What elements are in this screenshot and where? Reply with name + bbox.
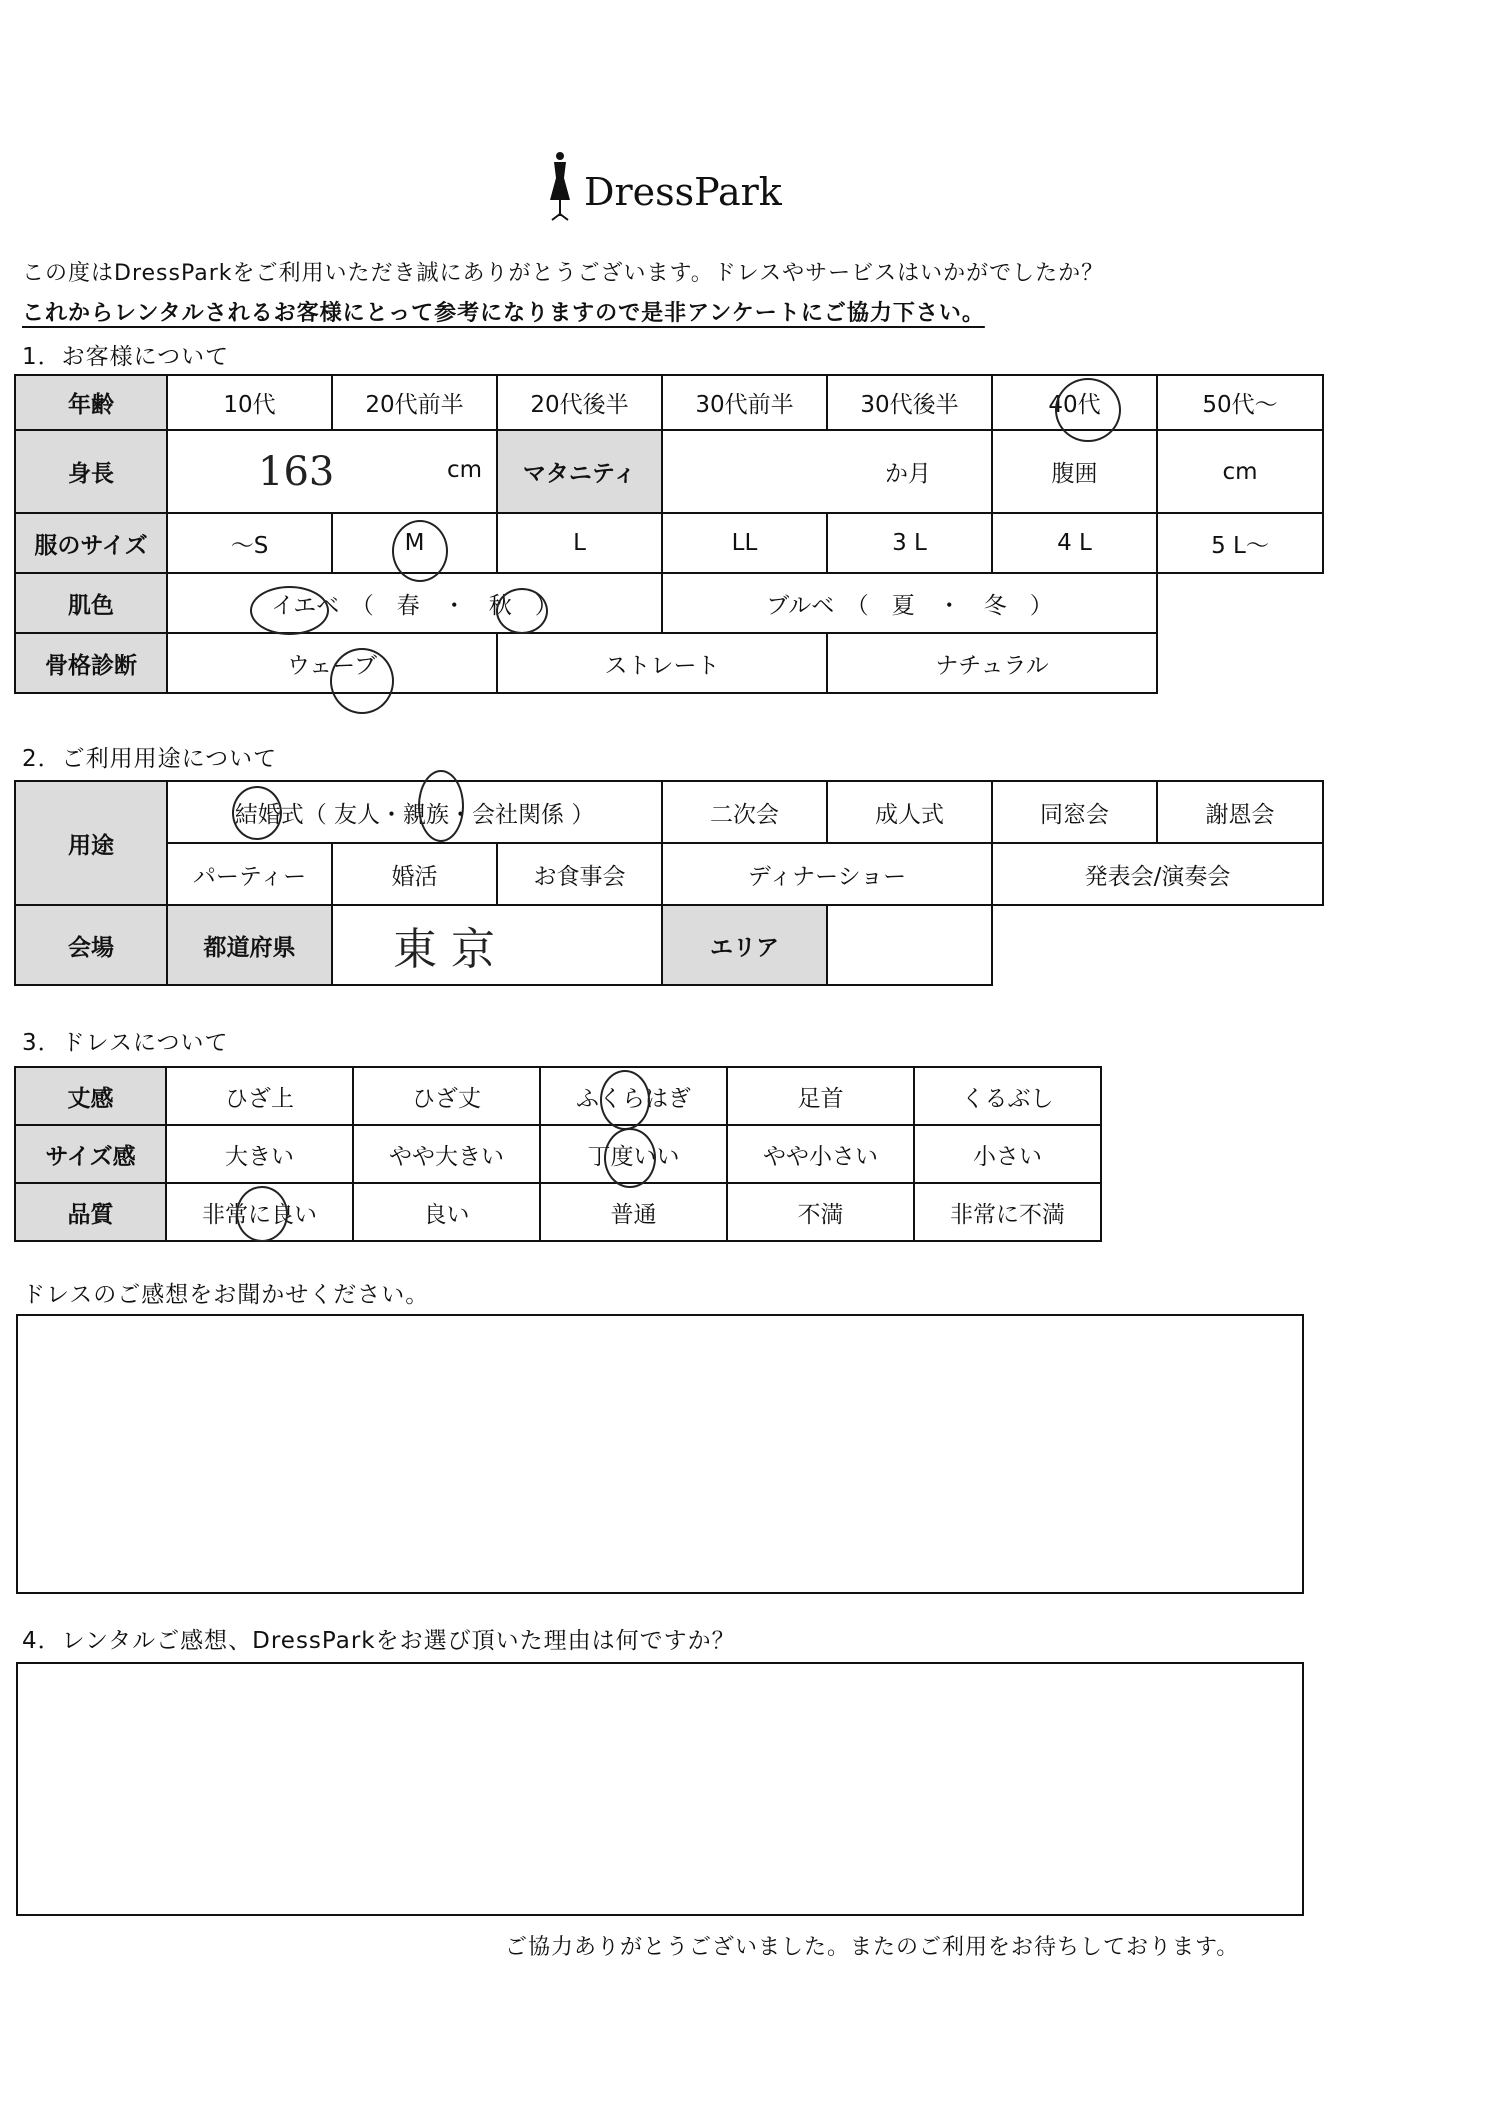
prefecture-label: 都道府県 [167, 905, 332, 985]
dress-row-label: 品質 [15, 1183, 166, 1241]
section2-title: 2．ご利用用途について [22, 746, 278, 772]
dress-row-quality [15, 1183, 1101, 1241]
dress-option[interactable]: 不満 [727, 1183, 914, 1241]
size-label: 服のサイズ [15, 513, 167, 573]
dress-row-label: 丈感 [15, 1067, 166, 1125]
waist-unit[interactable]: cm [1157, 430, 1323, 513]
frame-row [15, 633, 1323, 693]
dress-row-length [15, 1067, 1101, 1125]
dress-option-selected[interactable]: 非常に良い [166, 1183, 353, 1241]
brand-name: DressPark [584, 170, 782, 214]
dress-mannequin-icon [540, 150, 580, 230]
skin-blue-option[interactable]: ブルベ （ 夏 ・ 冬 ） [662, 573, 1157, 633]
height-value: 163 [258, 449, 335, 495]
height-field[interactable] [167, 430, 497, 513]
area-label: エリア [662, 905, 827, 985]
customer-table [14, 374, 1324, 694]
size-option[interactable]: L [497, 513, 662, 573]
skin-yellow-option[interactable]: イエベ （ 春 ・ 秋 ） [167, 573, 662, 633]
dress-option[interactable]: 非常に不満 [914, 1183, 1101, 1241]
prefecture-field[interactable] [332, 905, 662, 985]
quality-selection-mark [236, 1186, 288, 1242]
age-selection-mark [1055, 378, 1121, 442]
dress-table [14, 1066, 1102, 1242]
impression-textarea[interactable] [16, 1314, 1304, 1594]
size-option-selected[interactable]: M [332, 513, 497, 573]
closing-message: ご協力ありがとうございました。またのご利用をお待ちしております。 [505, 1935, 1240, 1960]
skin-row [15, 573, 1323, 633]
age-option[interactable]: 20代後半 [497, 375, 662, 430]
age-option[interactable]: 30代後半 [827, 375, 992, 430]
skin-yellow-mark [250, 586, 329, 635]
size-selection-mark [392, 520, 448, 582]
section3-title: 3．ドレスについて [22, 1030, 229, 1056]
fit-selection-mark [604, 1128, 656, 1188]
area-field[interactable] [827, 905, 992, 985]
reason-textarea[interactable] [16, 1662, 1304, 1916]
venue-row [15, 905, 1323, 985]
dress-option-selected[interactable]: ふくらはぎ [540, 1067, 727, 1125]
age-option[interactable]: 50代～ [1157, 375, 1323, 430]
age-label: 年齢 [15, 375, 167, 430]
size-option[interactable]: ～S [167, 513, 332, 573]
prefecture-value: 東京 [393, 924, 509, 975]
purpose-wedding-mark [232, 786, 282, 840]
age-option[interactable]: 30代前半 [662, 375, 827, 430]
purpose-option[interactable]: ディナーショー [662, 843, 992, 905]
height-row [15, 430, 1323, 513]
purpose-option[interactable]: お食事会 [497, 843, 662, 905]
dress-option-selected[interactable]: 丁度いい [540, 1125, 727, 1183]
skin-autumn-mark [496, 588, 548, 634]
height-unit: cm [446, 457, 482, 483]
age-option[interactable]: 20代前半 [332, 375, 497, 430]
intro-line-2: これからレンタルされるお客様にとって参考になりますので是非アンケートにご協力下さい。 [22, 301, 985, 326]
age-option[interactable]: 10代 [167, 375, 332, 430]
section1-title: 1．お客様について [22, 344, 230, 370]
purpose-label: 用途 [15, 781, 167, 905]
waist-label: 腹囲 [992, 430, 1157, 513]
skin-label: 肌色 [15, 573, 167, 633]
intro-line-1: この度はDressParkをご利用いただき誠にありがとうございます。ドレスやサービスはいかがでしたか？ [22, 261, 1105, 286]
frame-option-selected[interactable]: ウェーブ [167, 633, 497, 693]
purpose-option[interactable]: パーティー [167, 843, 332, 905]
dress-row-fit [15, 1125, 1101, 1183]
dress-option[interactable]: 良い [353, 1183, 540, 1241]
purpose-row-2 [15, 843, 1323, 905]
size-row [15, 513, 1323, 573]
usage-table [14, 780, 1324, 986]
dress-option[interactable]: くるぶし [914, 1067, 1101, 1125]
purpose-option[interactable]: 二次会 [662, 781, 827, 843]
maternity-label: マタニティ [497, 430, 662, 513]
dress-option[interactable]: やや大きい [353, 1125, 540, 1183]
maternity-months[interactable]: か月 [662, 430, 992, 513]
dress-option[interactable]: 大きい [166, 1125, 353, 1183]
frame-option[interactable]: ストレート [497, 633, 827, 693]
age-option-selected[interactable]: 40代 [992, 375, 1157, 430]
purpose-wedding-option[interactable]: 結婚式（ 友人・親族・会社関係 ） [167, 781, 662, 843]
size-option[interactable]: 5 L～ [1157, 513, 1323, 573]
purpose-row-1 [15, 781, 1323, 843]
purpose-option[interactable]: 謝恩会 [1157, 781, 1323, 843]
purpose-relatives-mark [418, 770, 464, 842]
purpose-option[interactable]: 婚活 [332, 843, 497, 905]
venue-label: 会場 [15, 905, 167, 985]
impression-prompt: ドレスのご感想をお聞かせください。 [22, 1282, 430, 1308]
brand-logo [540, 150, 800, 230]
dress-option[interactable]: ひざ上 [166, 1067, 353, 1125]
dress-option[interactable]: 足首 [727, 1067, 914, 1125]
purpose-option[interactable]: 同窓会 [992, 781, 1157, 843]
frame-selection-mark [330, 648, 394, 714]
purpose-option[interactable]: 成人式 [827, 781, 992, 843]
dress-row-label: サイズ感 [15, 1125, 166, 1183]
dress-option[interactable]: 小さい [914, 1125, 1101, 1183]
dress-option[interactable]: 普通 [540, 1183, 727, 1241]
size-option[interactable]: 3 L [827, 513, 992, 573]
section4-title: 4．レンタルご感想、DressParkをお選び頂いた理由は何ですか？ [22, 1628, 736, 1654]
size-option[interactable]: LL [662, 513, 827, 573]
purpose-option[interactable]: 発表会/演奏会 [992, 843, 1323, 905]
dress-option[interactable]: やや小さい [727, 1125, 914, 1183]
dress-option[interactable]: ひざ丈 [353, 1067, 540, 1125]
length-selection-mark [600, 1070, 650, 1130]
size-option[interactable]: 4 L [992, 513, 1157, 573]
frame-label: 骨格診断 [15, 633, 167, 693]
age-row [15, 375, 1323, 430]
frame-option[interactable]: ナチュラル [827, 633, 1157, 693]
height-label: 身長 [15, 430, 167, 513]
